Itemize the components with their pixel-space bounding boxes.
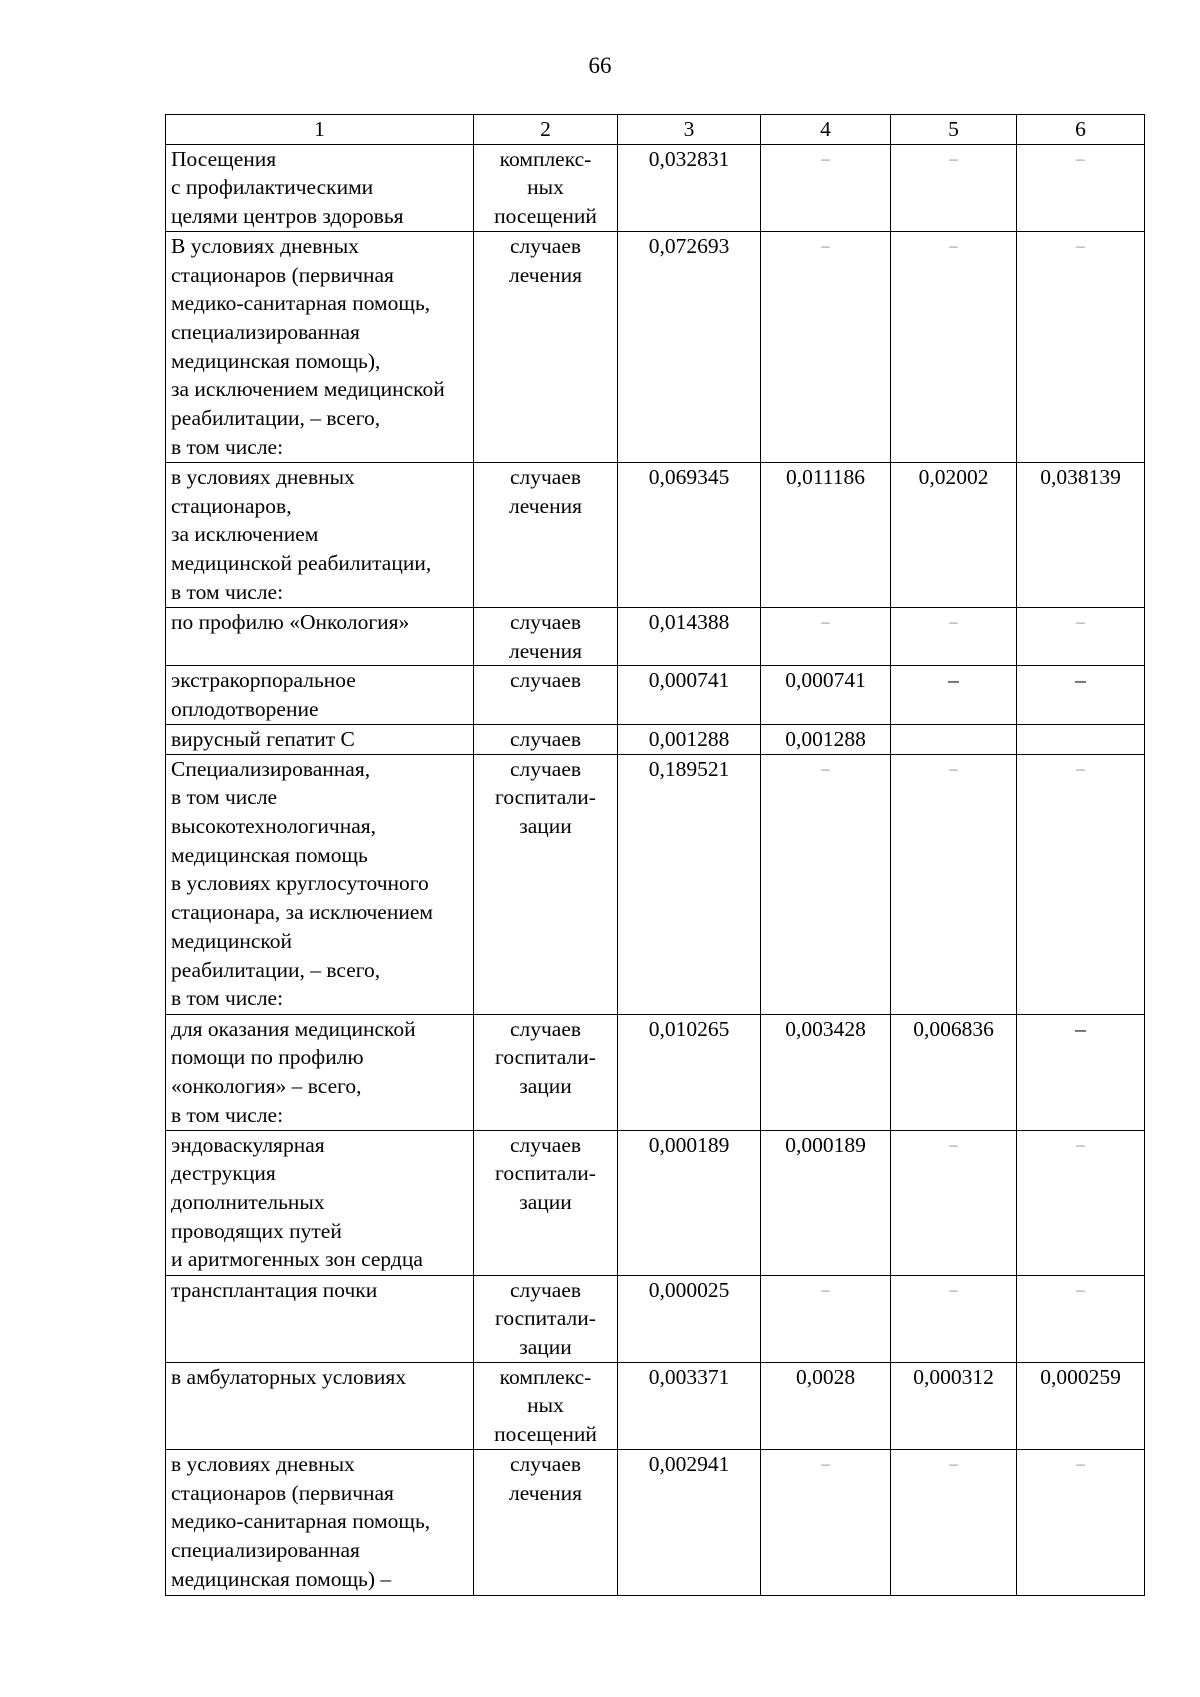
value-cell-5: – — [891, 231, 1017, 462]
unit-cell: случаев лечения — [474, 1449, 618, 1595]
value-cell-3: 0,002941 — [618, 1449, 761, 1595]
value-cell-4: 0,001288 — [761, 724, 891, 754]
value-cell-6: – — [1017, 231, 1145, 462]
value-cell-4: – — [761, 1275, 891, 1362]
value-cell-4: – — [761, 1449, 891, 1595]
unit-cell: комплекс- ных посещений — [474, 1362, 618, 1449]
table-row — [166, 754, 1145, 1014]
row-label: эндоваскулярная деструкция дополнительных проводящих путей и аритмогенных зон сердца — [166, 1130, 474, 1275]
unit-cell: случаев лечения — [474, 607, 618, 665]
value-cell-3: 0,072693 — [618, 231, 761, 462]
value-cell-4: 0,000741 — [761, 666, 891, 724]
value-cell-5: – — [891, 1275, 1017, 1362]
table-row — [166, 1362, 1145, 1449]
row-label: в условиях дневных стационаров, за исключением медицинской реабилитации, в том числе: — [166, 462, 474, 607]
unit-cell: случаев лечения — [474, 231, 618, 462]
data-table — [165, 114, 1145, 1596]
value-cell-3: 0,032831 — [618, 144, 761, 231]
value-cell-5: – — [891, 607, 1017, 665]
value-cell-3: 0,069345 — [618, 462, 761, 607]
value-cell-4: 0,003428 — [761, 1014, 891, 1130]
value-cell-5: – — [891, 666, 1017, 724]
row-label: вирусный гепатит С — [166, 724, 474, 754]
value-cell-3: 0,014388 — [618, 607, 761, 665]
unit-cell: случаев — [474, 666, 618, 724]
header-row — [166, 115, 1145, 145]
unit-cell: случаев госпитали- зации — [474, 754, 618, 1014]
table-row — [166, 1014, 1145, 1130]
value-cell-6: – — [1017, 754, 1145, 1014]
table-row — [166, 1130, 1145, 1275]
value-cell-6: – — [1017, 1014, 1145, 1130]
value-cell-3: 0,003371 — [618, 1362, 761, 1449]
header-cell-4: 4 — [761, 115, 891, 145]
table-row — [166, 231, 1145, 462]
page-number: 66 — [588, 53, 612, 78]
row-label: в амбулаторных условиях — [166, 1362, 474, 1449]
row-label: в условиях дневных стационаров (первичная медико-санитарная помощь, специализированная медицинская помощь) – — [166, 1449, 474, 1595]
value-cell-5: – — [891, 1449, 1017, 1595]
table-row — [166, 666, 1145, 724]
value-cell-4: 0,0028 — [761, 1362, 891, 1449]
unit-cell: случаев госпитали- зации — [474, 1275, 618, 1362]
value-cell-3: 0,000189 — [618, 1130, 761, 1275]
value-cell-6: – — [1017, 607, 1145, 665]
value-cell-4: 0,011186 — [761, 462, 891, 607]
row-label: экстракорпоральное оплодотворение — [166, 666, 474, 724]
unit-cell: случаев госпитали- зации — [474, 1130, 618, 1275]
value-cell-5: 0,006836 — [891, 1014, 1017, 1130]
unit-cell: случаев — [474, 724, 618, 754]
value-cell-6: 0,000259 — [1017, 1362, 1145, 1449]
table-row — [166, 144, 1145, 231]
value-cell-4: – — [761, 144, 891, 231]
header-cell-3: 3 — [618, 115, 761, 145]
row-label: Специализированная, в том числе высокотехнологичная, медицинская помощь в условиях круглосуточного стационара, за исключением медицинской реабилитации, – всего, в том числе: — [166, 754, 474, 1014]
row-label: по профилю «Онкология» — [166, 607, 474, 665]
value-cell-3: 0,189521 — [618, 754, 761, 1014]
table-row — [166, 1275, 1145, 1362]
header-cell-1: 1 — [166, 115, 474, 145]
value-cell-4: 0,000189 — [761, 1130, 891, 1275]
value-cell-3: 0,001288 — [618, 724, 761, 754]
value-cell-5: – — [891, 754, 1017, 1014]
value-cell-5: 0,000312 — [891, 1362, 1017, 1449]
value-cell-3: 0,000741 — [618, 666, 761, 724]
unit-cell: комплекс- ных посещений — [474, 144, 618, 231]
value-cell-4: – — [761, 607, 891, 665]
value-cell-6: – — [1017, 666, 1145, 724]
value-cell-4: – — [761, 754, 891, 1014]
value-cell-5: – — [891, 1130, 1017, 1275]
table-row — [166, 462, 1145, 607]
header-cell-6: 6 — [1017, 115, 1145, 145]
row-label: трансплантация почки — [166, 1275, 474, 1362]
value-cell-3: 0,010265 — [618, 1014, 761, 1130]
row-label: Посещения с профилактическими целями центров здоровья — [166, 144, 474, 231]
row-label: В условиях дневных стационаров (первичная медико-санитарная помощь, специализированная медицинская помощь), за исключением медицинской реабилитации, – всего, в том числе: — [166, 231, 474, 462]
value-cell-5 — [891, 724, 1017, 754]
table-row — [166, 724, 1145, 754]
table-row — [166, 607, 1145, 665]
value-cell-6 — [1017, 724, 1145, 754]
value-cell-6: 0,038139 — [1017, 462, 1145, 607]
value-cell-5: – — [891, 144, 1017, 231]
value-cell-4: – — [761, 231, 891, 462]
value-cell-3: 0,000025 — [618, 1275, 761, 1362]
table-row — [166, 1449, 1145, 1595]
value-cell-6: – — [1017, 1275, 1145, 1362]
value-cell-6: – — [1017, 144, 1145, 231]
value-cell-6: – — [1017, 1449, 1145, 1595]
unit-cell: случаев госпитали- зации — [474, 1014, 618, 1130]
value-cell-5: 0,02002 — [891, 462, 1017, 607]
header-cell-2: 2 — [474, 115, 618, 145]
value-cell-6: – — [1017, 1130, 1145, 1275]
header-cell-5: 5 — [891, 115, 1017, 145]
unit-cell: случаев лечения — [474, 462, 618, 607]
row-label: для оказания медицинской помощи по профилю «онкология» – всего, в том числе: — [166, 1014, 474, 1130]
